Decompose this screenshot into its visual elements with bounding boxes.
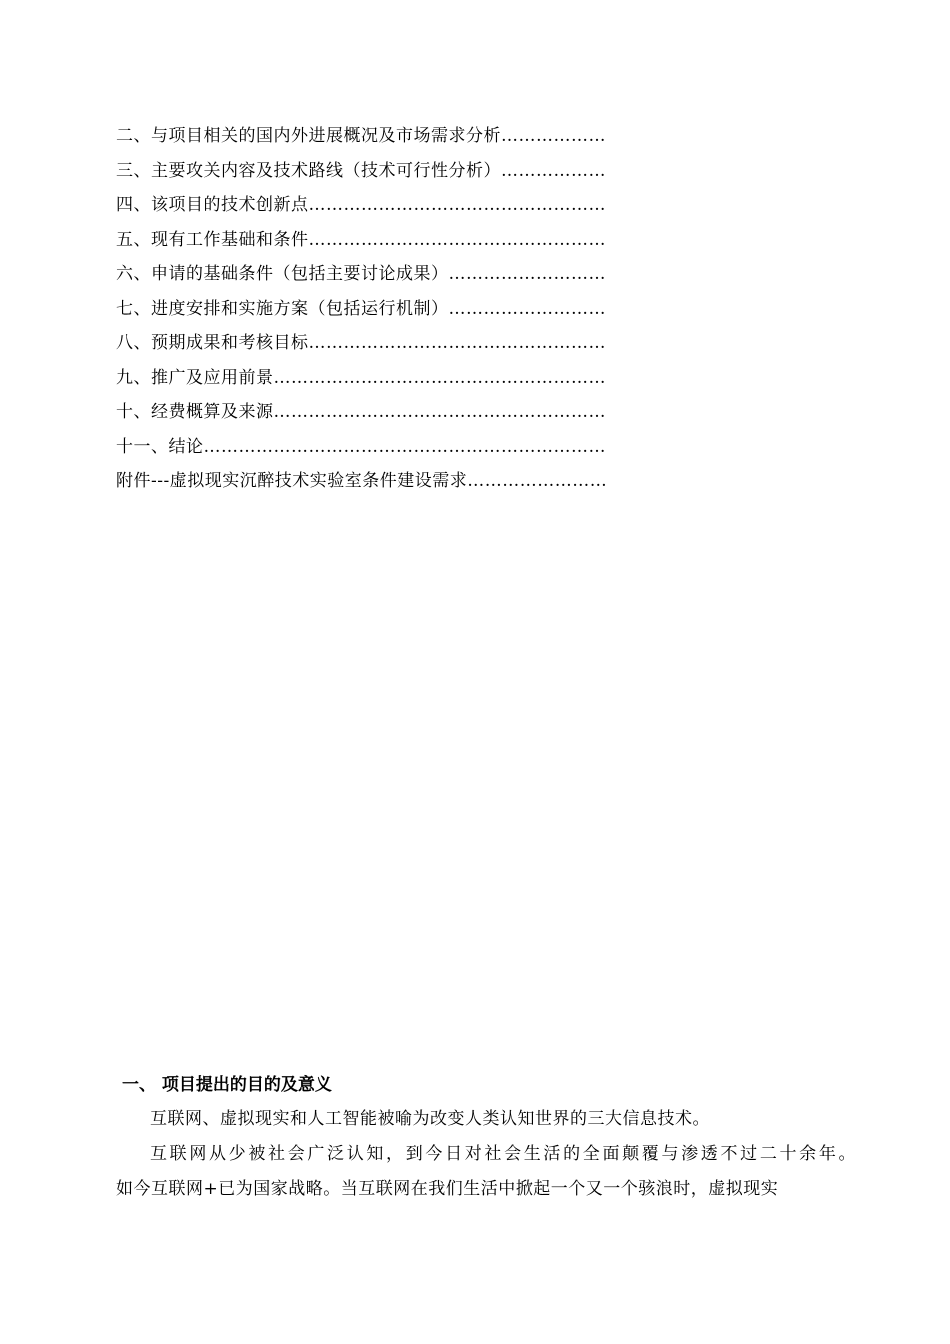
- toc-item-9[interactable]: 九、推广及应用前景…………………………………………………: [116, 367, 606, 388]
- section-heading: 一、 项目提出的目的及意义: [122, 1075, 332, 1095]
- toc-item-11[interactable]: 十一、结论……………………………………………………………: [116, 436, 606, 457]
- toc-item-10[interactable]: 十、经费概算及来源…………………………………………………: [116, 402, 606, 422]
- paragraph-line: 如今互联网+已为国家战略。当互联网在我们生活中掀起一个又一个骇浪时，虚拟现实: [116, 1179, 779, 1199]
- paragraph-line: 互联网从少被社会广泛认知，到今日对社会生活的全面颠覆与渗透不过二十余年。: [150, 1144, 856, 1164]
- toc-item-7[interactable]: 七、进度安排和实施方案（包括运行机制）………………………: [116, 298, 606, 319]
- toc-item-2[interactable]: 二、与项目相关的国内外进展概况及市场需求分析………………: [116, 126, 606, 146]
- toc-item-3[interactable]: 三、主要攻关内容及技术路线（技术可行性分析）………………: [116, 160, 606, 181]
- toc-item-4[interactable]: 四、该项目的技术创新点……………………………………………: [116, 195, 606, 215]
- toc-item-8[interactable]: 八、预期成果和考核目标……………………………………………: [116, 333, 606, 353]
- toc-item-6[interactable]: 六、申请的基础条件（包括主要讨论成果）………………………: [116, 264, 606, 284]
- paragraph: 互联网、虚拟现实和人工智能被喻为改变人类认知世界的三大信息技术。: [150, 1109, 710, 1129]
- toc-item-5[interactable]: 五、现有工作基础和条件……………………………………………: [116, 229, 606, 250]
- table-of-contents: [116, 122, 650, 502]
- section-1: [116, 1070, 856, 1207]
- toc-item-appendix[interactable]: 附件---虚拟现实沉醉技术实验室条件建设需求……………………: [116, 471, 608, 491]
